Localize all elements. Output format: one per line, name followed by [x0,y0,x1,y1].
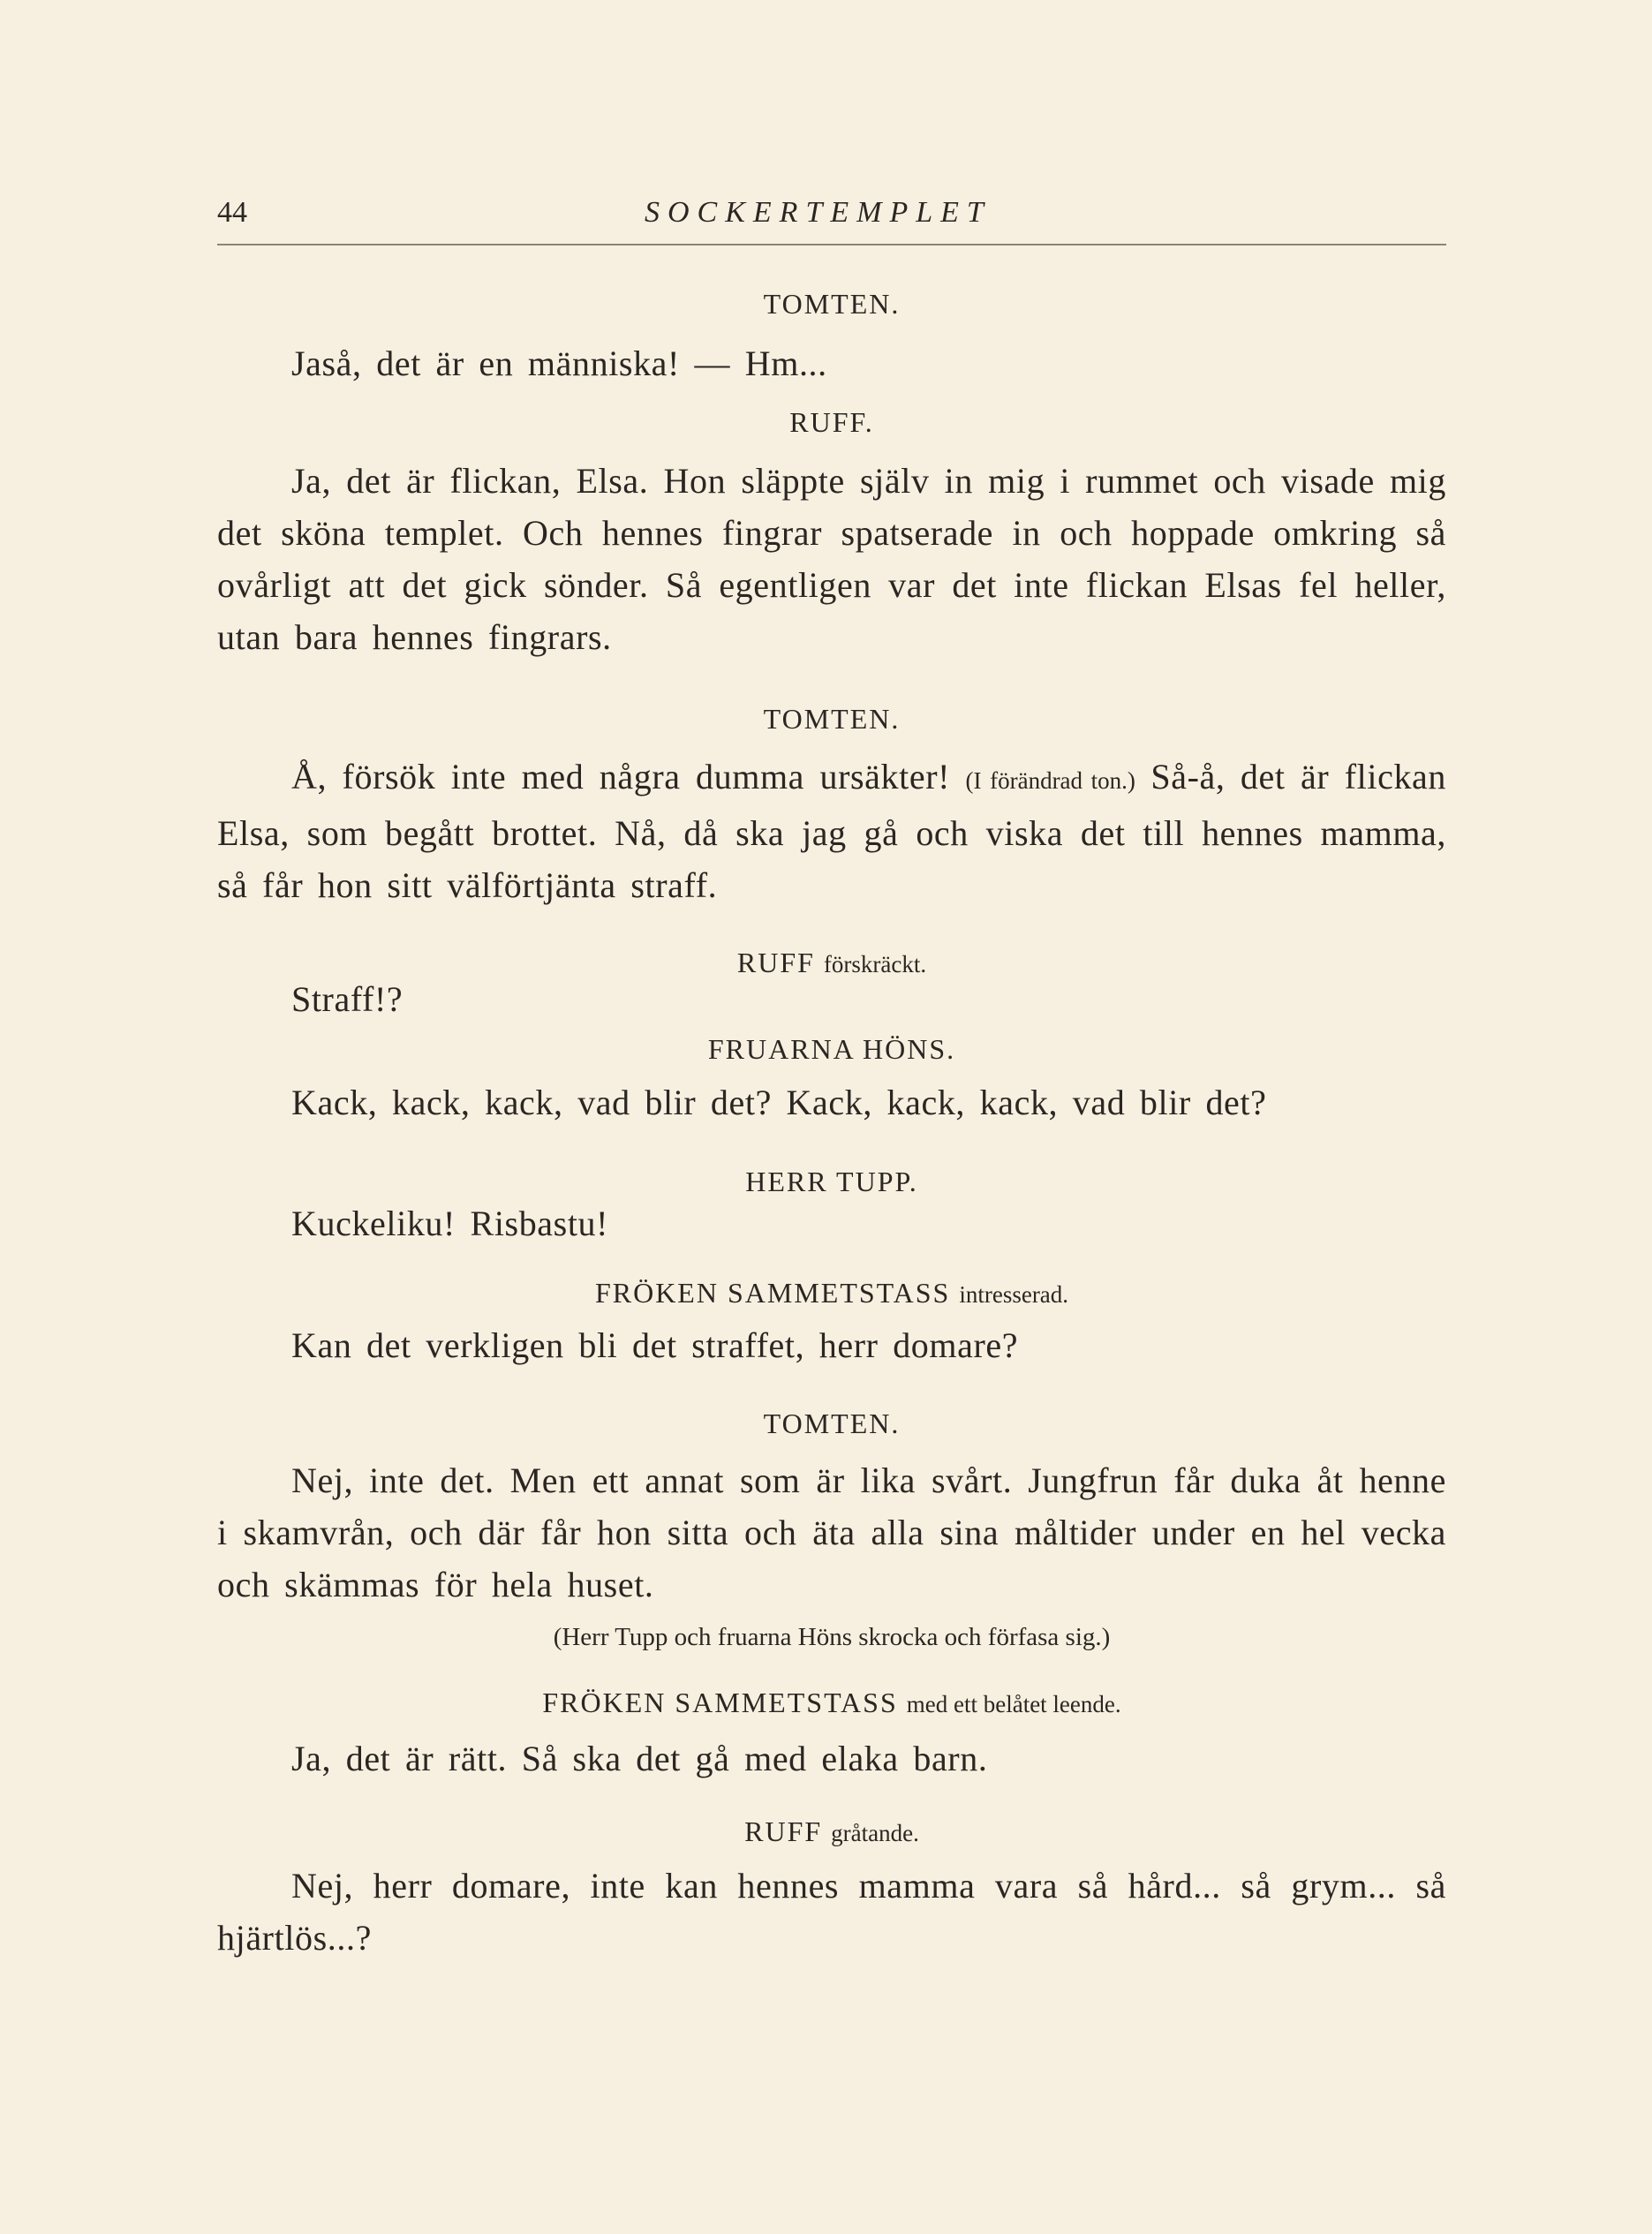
speaker-name: RUFF förskräckt. [736,947,927,978]
header-rule [217,244,1446,245]
speech-text: Å, försök inte med några dumma ursäkter! (I förändrad ton.) Så-å, det är flickan Elsa, som begått brottet. Nå, då ska jag gå och viska det till hennes mamma, så får hon sitt välförtjänta straff. [217,757,1447,905]
stage-direction: (Herr Tupp och fruarna Höns skrocka och förfasa sig.) [553,1623,1111,1651]
speech-text: Ja, det är rätt. Så ska det gå med elaka barn. [291,1739,988,1778]
speech-text: Straff!? [291,979,404,1019]
speaker-name: RUFF. [789,406,874,438]
speech-text: Kack, kack, kack, vad blir det? Kack, kack, kack, vad blir det? [291,1083,1267,1122]
speech-text: Nej, herr domare, inte kan hennes mamma vara så hård... så grym... så hjärtlös...? [217,1866,1446,1958]
speaker-direction: gråtande. [831,1820,919,1846]
speaker-name: FRUARNA HÖNS. [707,1033,956,1065]
speaker-name: RUFF gråtande. [744,1815,919,1847]
speech-text: Kan det verkligen bli det straffet, herr domare? [291,1325,1019,1365]
speaker-name: TOMTEN. [763,1408,901,1439]
speaker-name: FRÖKEN SAMMETSTASS intresserad. [594,1277,1069,1309]
speaker-name: FRÖKEN SAMMETSTASS med ett belåtet leende. [542,1687,1121,1718]
speaker-direction: intresserad. [959,1281,1069,1308]
inline-stage-direction: (I förändrad ton.) [965,767,1135,794]
speaker-name: TOMTEN. [763,288,901,320]
speech-text: Kuckeliku! Risbastu! [291,1204,609,1243]
speaker-name: TOMTEN. [763,703,901,735]
page-number: 44 [217,196,247,229]
speech-text: Jaså, det är en människa! — Hm... [291,343,827,383]
running-title: SOCKERTEMPLET [645,196,992,229]
speaker-name: HERR TUPP. [745,1166,918,1197]
speaker-direction: förskräckt. [823,951,927,977]
speech-text: Nej, inte det. Men ett annat som är lika svårt. Jungfrun får duka åt henne i skamvrån, och där får hon sitta och äta alla sina måltider under en hel vecka och skämmas för hela huset. [217,1460,1446,1604]
speaker-direction: med ett belåtet leende. [906,1691,1121,1717]
speech-text: Ja, det är flickan, Elsa. Hon släppte själv in mig i rummet och visade mig det sköna templet. Och hennes fingrar spatserade in och hoppade omkring så ovårligt att det gick sönder. Så egentligen var det inte flickan Elsas fel heller, utan bara hennes fingrars. [217,461,1446,657]
